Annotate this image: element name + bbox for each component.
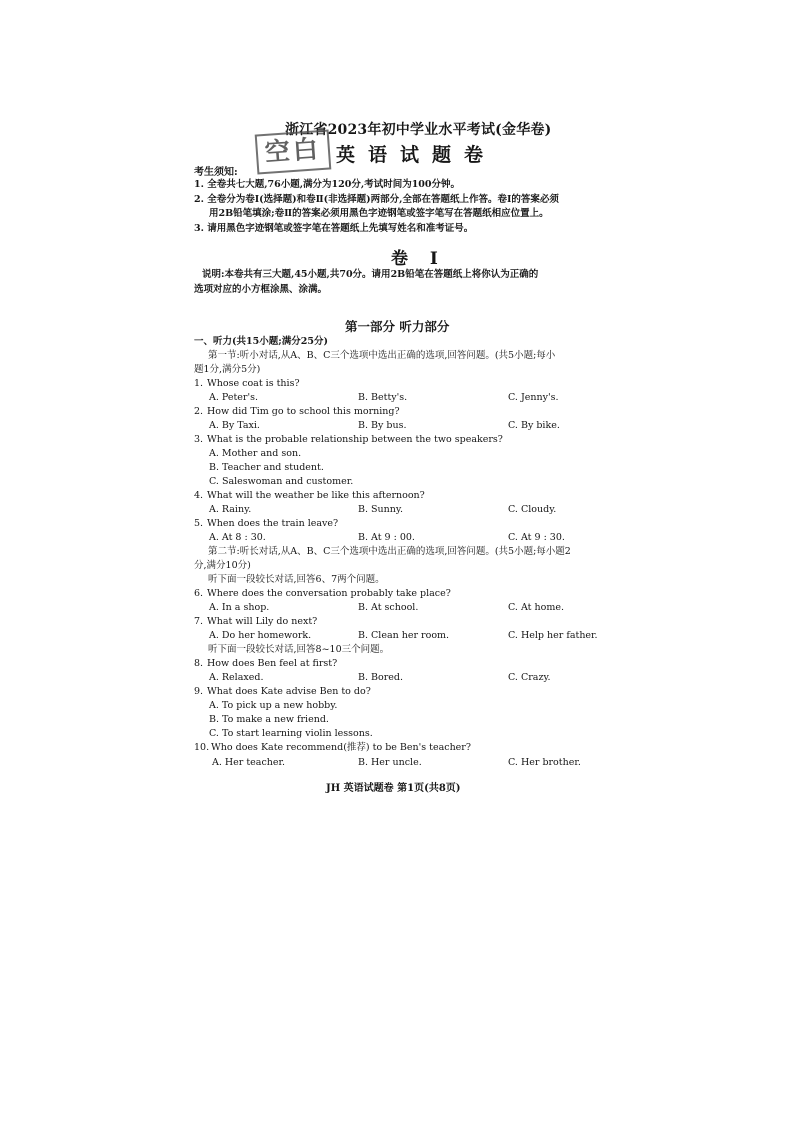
question-number: 4. — [194, 490, 204, 501]
option-c: C. Cloudy. — [508, 504, 557, 515]
question-number: 10. — [194, 742, 210, 753]
option-a: A. To pick up a new hobby. — [209, 700, 338, 711]
option-a: A. Mother and son. — [209, 448, 302, 459]
section-instruction: 分,满分10分) — [194, 560, 251, 571]
section-instruction: 题1分,满分5分) — [194, 364, 261, 375]
exam-main-title: 浙江省2023年初中学业水平考试(金华卷) — [285, 122, 552, 138]
option-c: C. To start learning violin lessons. — [209, 728, 373, 739]
question-number: 6. — [194, 588, 204, 599]
option-a: A. Her teacher. — [212, 757, 286, 768]
option-a: A. Rainy. — [209, 504, 252, 515]
question-text: Where does the conversation probably take place? — [207, 588, 451, 599]
listening-instruction: 听下面一段较长对话,回答6、7两个问题。 — [208, 574, 385, 585]
question — [194, 616, 317, 628]
note-item: 用2B铅笔填涂;卷Ⅱ的答案必须用黑色字迹钢笔或签字笔写在答题纸相应位置上。 — [209, 208, 549, 219]
volume-title: 卷 Ⅰ — [391, 249, 446, 269]
question-number: 9. — [194, 686, 204, 697]
option-b: B. At 9 : 00. — [358, 532, 415, 543]
question — [194, 686, 371, 698]
option-c: C. At home. — [508, 602, 564, 613]
question-text: How does Ben feel at first? — [207, 658, 338, 669]
option-b: B. At school. — [358, 602, 419, 613]
option-a: A. Relaxed. — [209, 672, 264, 683]
question-number: 1. — [194, 378, 204, 389]
question-number: 2. — [194, 406, 204, 417]
option-a: A. Peter's. — [209, 392, 258, 403]
question-text: What is the probable relationship between the two speakers? — [207, 434, 503, 445]
section-instruction: 第二节:听长对话,从A、B、C三个选项中选出正确的选项,回答问题。(共5小题;每小题2 — [208, 546, 571, 557]
option-b: B. By bus. — [358, 420, 407, 431]
exam-subtitle: 英语试题卷 — [336, 144, 497, 166]
note-item: 2. 全卷分为卷Ⅰ(选择题)和卷Ⅱ(非选择题)两部分,全部在答题纸上作答。卷Ⅰ的答案必须 — [194, 194, 559, 205]
option-c: C. Jenny's. — [508, 392, 559, 403]
page-footer: JH 英语试题卷 第1页(共8页) — [326, 783, 461, 794]
question — [194, 434, 503, 446]
question — [194, 588, 451, 600]
option-c: C. At 9 : 30. — [508, 532, 565, 543]
question-text: What does Kate advise Ben to do? — [207, 686, 371, 697]
section-heading: 一、听力(共15小题;满分25分) — [194, 336, 328, 347]
question-number: 3. — [194, 434, 204, 445]
question — [194, 406, 400, 418]
question — [194, 658, 337, 670]
question-text: When does the train leave? — [207, 518, 339, 529]
blank-stamp: 空白 — [255, 129, 332, 174]
option-a: A. In a shop. — [209, 602, 270, 613]
option-b: B. Bored. — [358, 672, 403, 683]
part-title: 第一部分 听力部分 — [345, 319, 450, 334]
notes-heading: 考生须知: — [194, 167, 238, 178]
option-a: A. At 8 : 30. — [209, 532, 266, 543]
option-a: A. By Taxi. — [209, 420, 260, 431]
option-c: C. By bike. — [508, 420, 560, 431]
option-c: C. Saleswoman and customer. — [209, 476, 354, 487]
listening-instruction: 听下面一段较长对话,回答8~10三个问题。 — [208, 644, 390, 655]
option-b: B. To make a new friend. — [209, 714, 329, 725]
question-text: What will Lily do next? — [207, 616, 318, 627]
option-a: A. Do her homework. — [209, 630, 312, 641]
volume-explain: 说明:本卷共有三大题,45小题,共70分。请用2B铅笔在答题纸上将你认为正确的 — [202, 269, 539, 280]
option-b: B. Betty's. — [358, 392, 408, 403]
question — [194, 378, 300, 390]
question-number: 7. — [194, 616, 204, 627]
question — [194, 518, 338, 530]
option-c: C. Crazy. — [508, 672, 551, 683]
option-b: B. Clean her room. — [358, 630, 450, 641]
question-text: Whose coat is this? — [207, 378, 300, 389]
section-instruction: 第一节:听小对话,从A、B、C三个选项中选出正确的选项,回答问题。(共5小题;每小 — [208, 350, 556, 361]
note-item: 1. 全卷共七大题,76小题,满分为120分,考试时间为100分钟。 — [194, 179, 461, 190]
question-number: 5. — [194, 518, 204, 529]
question — [194, 742, 471, 754]
question-text: Who does Kate recommend(推荐) to be Ben's teacher? — [211, 742, 471, 753]
volume-explain: 选项对应的小方框涂黑、涂满。 — [194, 284, 328, 295]
option-b: B. Teacher and student. — [209, 462, 324, 473]
option-c: C. Her brother. — [508, 757, 581, 768]
option-b: B. Sunny. — [358, 504, 404, 515]
question — [194, 490, 425, 502]
option-b: B. Her uncle. — [358, 757, 422, 768]
note-item: 3. 请用黑色字迹钢笔或签字笔在答题纸上先填写姓名和准考证号。 — [194, 223, 474, 234]
option-c: C. Help her father. — [508, 630, 598, 641]
question-text: How did Tim go to school this morning? — [207, 406, 400, 417]
question-text: What will the weather be like this afternoon? — [207, 490, 425, 501]
question-number: 8. — [194, 658, 204, 669]
